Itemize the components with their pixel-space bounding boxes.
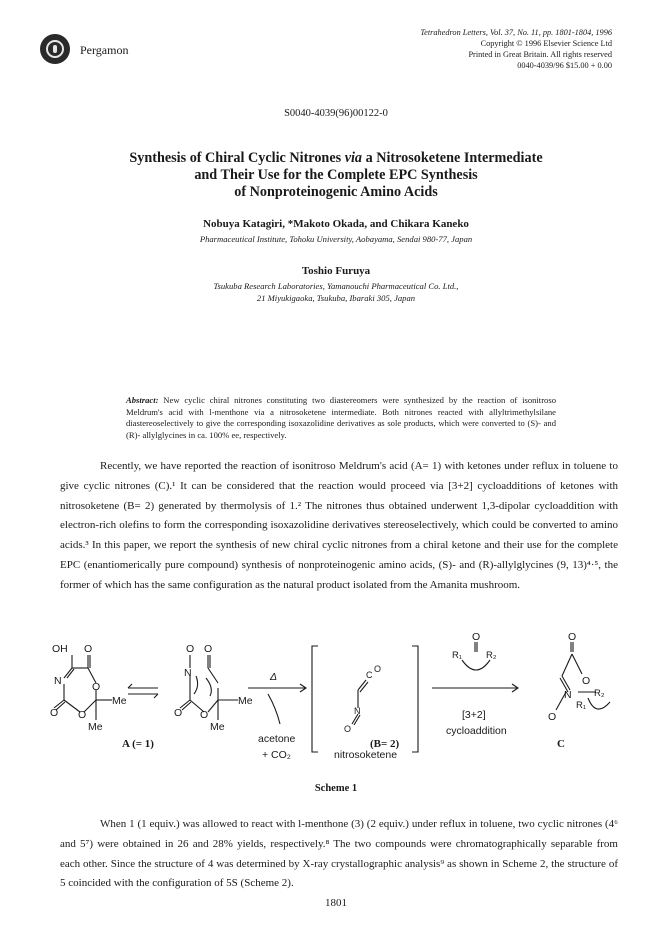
body-paragraph-2: When 1 (1 equiv.) was allowed to react with l-menthone (3) (2 equiv.) under reflux in toluene, two cyclic nitrones (4⁶ and 5⁷) were obtained in 26 and 28% yields, respectively.⁸ The two compounds were chromatographically separable from each other. Since the structure of 4 was determined by X-ray crystallographic analysis⁹ as shown in Scheme 2, the structure of 5 coincided with the configuration of 5S (Scheme 2). xyxy=(60,818,618,890)
label-compound-C: C xyxy=(557,738,565,750)
label-compound-A: A (= 1) xyxy=(122,738,154,750)
atom-O: O xyxy=(50,707,59,719)
atom-O: O xyxy=(200,709,209,721)
publisher-name: Pergamon xyxy=(80,43,129,57)
reaction-type: [3+2] xyxy=(462,709,486,721)
affiliation-1: Pharmaceutical Institute, Tohoku University, Aobayama, Sendai 980-77, Japan xyxy=(199,234,473,244)
scheme-1-figure xyxy=(48,628,628,778)
atom-C: C xyxy=(366,670,373,680)
page-number: 1801 xyxy=(325,897,347,909)
abstract-label: Abstract: xyxy=(126,395,159,405)
pergamon-logo-icon xyxy=(40,34,70,64)
heat-symbol: Δ xyxy=(270,671,278,683)
abstract-text: New cyclic chiral nitrones constituting two diastereomers were synthesized by the reaction of isonitroso Meldrum's acid with l-menthone via a nitrosoketene intermediate. Both nitrones reacted with allyltrimethylsilane diastereoselectively to give the corresponding isoxazolidine derivatives as sole products, which were converted to (S)- and (R)- allylglycines in ca. 100% ee, respectively. xyxy=(126,395,556,440)
atom-O: O xyxy=(344,724,352,734)
paper-title xyxy=(60,150,612,201)
atom-Me: Me xyxy=(210,721,225,733)
atom-O: O xyxy=(582,675,591,687)
atom-OH: OH xyxy=(52,643,68,655)
journal-info xyxy=(420,27,612,71)
intermediate-label: nitrosoketene xyxy=(334,749,398,761)
atom-Me: Me xyxy=(112,695,127,707)
affiliation-2-line-1: Tsukuba Research Laboratories, Yamanouchi Pharmaceutical Co. Ltd., xyxy=(213,281,459,291)
affiliation-2-line-2: 21 Miyukigaoka, Tsukuba, Ibaraki 305, Japan xyxy=(256,293,416,303)
atom-R1: R₁ xyxy=(452,650,463,661)
atom-R2: R₂ xyxy=(486,650,497,661)
label-compound-B: (B= 2) xyxy=(370,738,400,750)
journal-citation: Tetrahedron Letters, Vol. 37, No. 11, pp. 1801-1804, 1996 xyxy=(420,28,612,37)
title-via: via xyxy=(344,150,363,166)
author-list-2: Toshio Furuya xyxy=(301,265,371,277)
atom-O: O xyxy=(92,681,101,693)
abstract xyxy=(126,395,556,441)
title-part: a Nitrosoketene Intermediate xyxy=(362,150,543,166)
byproduct-acetone: acetone xyxy=(258,733,296,745)
byproduct-co2: + CO₂ xyxy=(262,749,291,761)
atom-Me: Me xyxy=(88,721,103,733)
printed-line: Printed in Great Britain. All rights reserved xyxy=(468,50,612,59)
atom-N: N xyxy=(184,667,192,679)
atom-N: N xyxy=(54,675,62,687)
copyright-line: Copyright © 1996 Elsevier Science Ltd xyxy=(480,39,612,48)
doi-line: S0040-4039(96)00122-0 xyxy=(284,108,388,119)
issn-line: 0040-4039/96 $15.00 + 0.00 xyxy=(517,61,612,70)
atom-O: O xyxy=(568,631,577,643)
atom-N: N xyxy=(354,706,361,716)
atom-Me: Me xyxy=(238,695,253,707)
title-part: Synthesis of Chiral Cyclic Nitrones xyxy=(129,150,345,166)
atom-O: O xyxy=(174,707,183,719)
body-paragraph-1: Recently, we have reported the reaction of isonitroso Meldrum's acid (A= 1) with ketones under reflux in toluene to give cyclic nitrones (C).¹ It can be considered that the reaction would proceed via [3+2] cycloadditions of ketones with nitrosoketene (B= 2) generated by thermolysis of 1.² The nitrones thus obtained underwent 1,3-dipolar cycloaddition with electron-rich olefins to form the corresponding isoxazolidine derivatives stereoselectively, which could be converted to amino acids.³ In this paper, we report the synthesis of new chiral cyclic nitrones from a chiral ketone and their use for the complete EPC (enantiomerically pure compound) synthesis of nonproteinogenic amino acids, (S)- and (R)-allylglycines (9, 13)⁴·⁵, the former of which has the same configuration as the natural product isolated from the Amanita mushroom. xyxy=(60,460,618,591)
atom-R2: R₂ xyxy=(594,688,605,699)
reaction-name: cycloaddition xyxy=(446,725,507,737)
atom-O: O xyxy=(186,643,195,655)
atom-O: O xyxy=(548,711,557,723)
scheme-caption: Scheme 1 xyxy=(314,783,358,794)
title-line-3: of Nonproteinogenic Amino Acids xyxy=(234,184,438,200)
atom-O: O xyxy=(472,631,481,643)
atom-O: O xyxy=(374,664,382,674)
author-list-1: Nobuya Katagiri, *Makoto Okada, and Chikara Kaneko xyxy=(203,218,469,230)
atom-O: O xyxy=(84,643,93,655)
atom-O: O xyxy=(204,643,213,655)
atom-O: O xyxy=(78,709,87,721)
atom-R1: R₁ xyxy=(576,700,587,711)
atom-N: N xyxy=(564,689,572,701)
title-line-2: and Their Use for the Complete EPC Synthesis xyxy=(194,167,478,183)
